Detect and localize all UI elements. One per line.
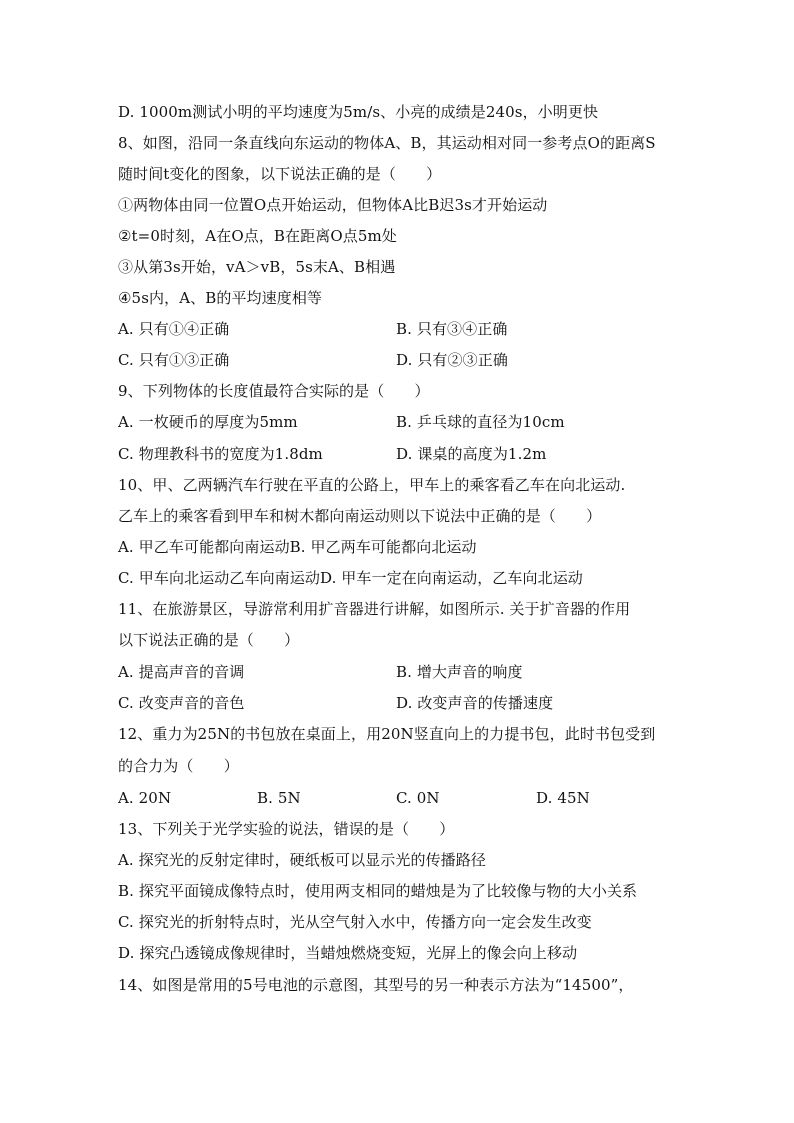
q8-option-d: D. 只有②③正确 — [396, 351, 508, 369]
q13-option-a: A. 探究光的反射定律时，硬纸板可以显示光的传播路径 — [118, 851, 486, 869]
q8-option-b: B. 只有③④正确 — [396, 320, 508, 338]
q10-stem-line-2: 乙车上的乘客看到甲车和树木都向南运动则以下说法中正确的是（ ） — [118, 507, 602, 525]
q13-option-c: C. 探究光的折射特点时，光从空气射入水中，传播方向一定会发生改变 — [118, 913, 592, 931]
q12-option-c: C. 0N — [396, 789, 440, 807]
q8-stem-line-1: 8、如图，沿同一条直线向东运动的物体A、B，其运动相对同一参考点O的距离S — [118, 134, 656, 152]
q10-stem-line-1: 10、甲、乙两辆汽车行驶在平直的公路上，甲车上的乘客看乙车在向北运动. — [118, 476, 626, 494]
q12-option-a: A. 20N — [118, 789, 172, 807]
q9-option-a: A. 一枚硬币的厚度为5mm — [118, 413, 298, 431]
q8-statement-4: ④5s内，A、B的平均速度相等 — [118, 289, 323, 307]
q9-option-c: C. 物理教科书的宽度为1.8dm — [118, 445, 323, 463]
q11-stem-line-2: 以下说法正确的是（ ） — [118, 631, 300, 649]
q9-stem: 9、下列物体的长度值最符合实际的是（ ） — [118, 382, 430, 400]
q13-stem: 13、下列关于光学实验的说法，错误的是（ ） — [118, 820, 455, 838]
q8-statement-3: ③从第3s开始，vA＞vB，5s末A、B相遇 — [118, 258, 396, 276]
q7-option-d: D. 1000m测试小明的平均速度为5m/s、小亮的成绩是240s，小明更快 — [118, 103, 599, 121]
q12-option-d: D. 45N — [536, 789, 590, 807]
q11-option-b: B. 增大声音的响度 — [396, 663, 523, 681]
q8-option-c: C. 只有①③正确 — [118, 351, 230, 369]
q8-statement-1: ①两物体由同一位置O点开始运动，但物体A比B迟3s才开始运动 — [118, 196, 548, 214]
q8-stem-line-2: 随时间t变化的图象，以下说法正确的是（ ） — [118, 165, 442, 183]
q10-options-ab: A. 甲乙车可能都向南运动B. 甲乙两车可能都向北运动 — [118, 538, 477, 556]
q12-option-b: B. 5N — [257, 789, 301, 807]
q9-option-d: D. 课桌的高度为1.2m — [396, 445, 547, 463]
q8-statement-2: ②t=0时刻，A在O点，B在距离O点5m处 — [118, 227, 397, 245]
q12-stem-line-2: 的合力为（ ） — [118, 757, 239, 775]
q8-option-a: A. 只有①④正确 — [118, 320, 230, 338]
q13-option-b: B. 探究平面镜成像特点时，使用两支相同的蜡烛是为了比较像与物的大小关系 — [118, 882, 638, 900]
q14-stem-line-1: 14、如图是常用的5号电池的示意图，其型号的另一种表示方法为“14500”， — [118, 976, 634, 994]
q13-option-d: D. 探究凸透镜成像规律时，当蜡烛燃烧变短，光屏上的像会向上移动 — [118, 944, 578, 962]
q11-option-d: D. 改变声音的传播速度 — [396, 694, 554, 712]
q11-option-a: A. 提高声音的音调 — [118, 663, 245, 681]
q11-option-c: C. 改变声音的音色 — [118, 694, 245, 712]
q12-stem-line-1: 12、重力为25N的书包放在桌面上，用20N竖直向上的力提书包，此时书包受到 — [118, 725, 656, 743]
q9-option-b: B. 乒乓球的直径为10cm — [396, 413, 565, 431]
q10-options-cd: C. 甲车向北运动乙车向南运动D. 甲车一定在向南运动，乙车向北运动 — [118, 569, 583, 587]
q11-stem-line-1: 11、在旅游景区，导游常利用扩音器进行讲解，如图所示. 关于扩音器的作用 — [118, 600, 631, 618]
